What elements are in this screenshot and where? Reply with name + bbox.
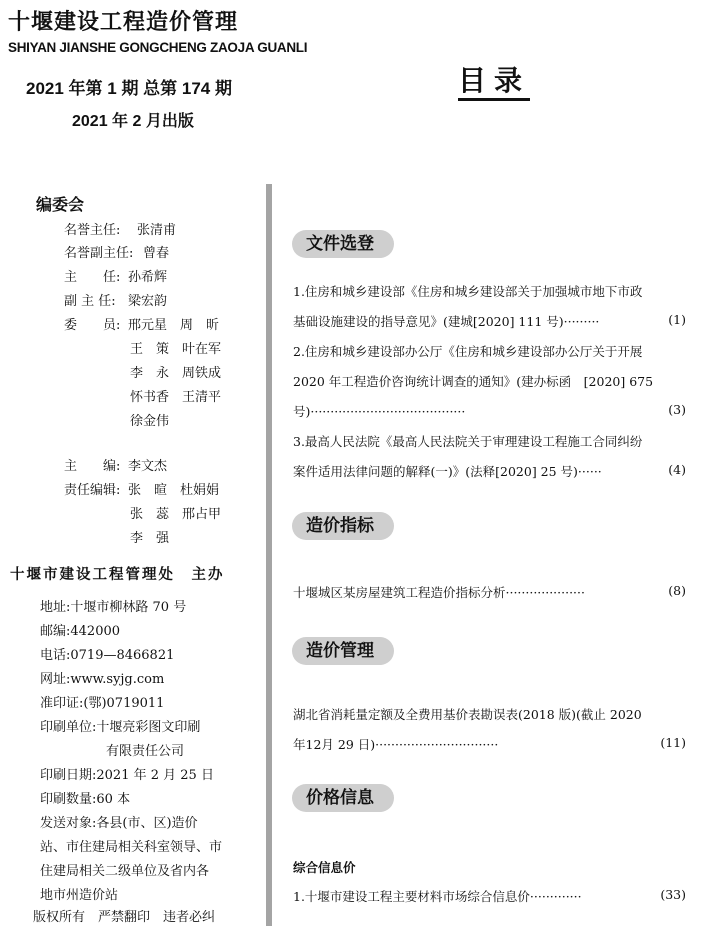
issue-number: 2021 年第 1 期 总第 174 期 [26, 79, 232, 98]
info-value: (鄂)0719011 [83, 696, 165, 711]
info-label: 印刷单位: [40, 720, 97, 735]
toc-title: 目录 [458, 64, 530, 101]
board-member: 王 策 叶在军 [130, 342, 222, 357]
toc-entry-line[interactable]: 号)······································· [293, 404, 466, 419]
board-role-label: 委 员: [64, 318, 121, 333]
board-member: 梁宏韵 [128, 294, 168, 309]
info-line [40, 692, 164, 711]
info-label: 印刷日期: [40, 768, 97, 783]
board-role-label: 名誉主任: [64, 223, 121, 238]
toc-entry-line[interactable]: 3.最高人民法院《最高人民法院关于审理建设工程施工合同纠纷 [293, 434, 643, 449]
info-value: 2021 年 2 月 25 日 [96, 768, 214, 783]
info-label: 电话: [40, 648, 71, 663]
toc-entry-line[interactable]: 1.十堰市建设工程主要材料市场综合信息价············· [293, 889, 582, 904]
board-role-label: 名誉副主任: [64, 246, 134, 261]
info-value: 地市州造价站 [40, 888, 119, 903]
masthead-title-en: SHIYAN JIANSHE GONGCHENG ZAOJA GUANLI [8, 40, 308, 55]
info-value: 站、市住建局相关科室领导、市 [40, 840, 223, 855]
column-divider [266, 184, 272, 926]
info-line [40, 644, 174, 663]
section-title-documents: 文件选登 [292, 230, 394, 258]
editorial-board-heading: 编委会 [36, 197, 85, 214]
info-line [40, 836, 222, 855]
info-line [40, 788, 130, 807]
info-line [40, 716, 200, 735]
board-member: 李 强 [130, 531, 170, 546]
subsection-heading: 综合信息价 [293, 861, 356, 875]
toc-entry-line[interactable]: 十堰城区某房屋建筑工程造价指标分析···················· [293, 585, 585, 600]
info-line [40, 860, 209, 879]
copyright-notice: 版权所有 严禁翻印 违者必纠 [33, 910, 216, 925]
section-title-cost-management: 造价管理 [292, 637, 394, 665]
info-line [40, 668, 164, 687]
board-role-label: 责任编辑: [64, 483, 121, 498]
info-value: 十堰亮彩图文印刷 [96, 720, 201, 735]
website-link[interactable]: www.syjg.com [70, 672, 165, 687]
info-label: 发送对象: [40, 816, 97, 831]
toc-page-number: (8) [668, 583, 686, 598]
toc-page-number: (1) [668, 312, 686, 327]
board-role-label: 副 主 任: [64, 294, 116, 309]
toc-page-number: (4) [668, 462, 686, 477]
info-value: 有限责任公司 [106, 744, 185, 759]
masthead-title-cn: 十堰建设工程造价管理 [8, 9, 239, 35]
info-line [40, 884, 118, 903]
board-member: 李 永 周铁成 [130, 366, 222, 381]
info-label: 准印证: [40, 696, 84, 711]
info-line [40, 764, 214, 783]
board-member: 曾春 [143, 246, 170, 261]
sponsor-line: 十堰市建设工程管理处 主办 [10, 566, 225, 583]
info-label: 地址: [40, 600, 71, 615]
info-value: 住建局相关二级单位及省内各 [40, 864, 210, 879]
toc-entry-line[interactable]: 2020 年工程造价咨询统计调查的通知》(建办标函 [2020] 675 [293, 374, 654, 389]
board-member: 张 暄 杜娟娟 [128, 483, 220, 498]
board-member: 李文杰 [128, 459, 168, 474]
section-title-price-info: 价格信息 [292, 784, 394, 812]
info-line [40, 596, 186, 615]
info-value: 各县(市、区)造价 [96, 816, 198, 831]
info-label: 邮编: [40, 624, 71, 639]
section-title-cost-index: 造价指标 [292, 512, 394, 540]
board-member: 徐金伟 [130, 414, 170, 429]
info-value: 十堰市柳林路 70 号 [70, 600, 187, 615]
board-member: 怀书香 王清平 [130, 390, 222, 405]
board-role-label: 主 编: [64, 459, 121, 474]
info-value: 60 本 [96, 792, 131, 807]
info-line [40, 620, 120, 639]
toc-page-number: (33) [660, 887, 686, 902]
toc-entry-line[interactable]: 基础设施建设的指导意见》(建城[2020] 111 号)········· [293, 314, 600, 329]
board-member: 张清甫 [137, 223, 177, 238]
info-line [40, 812, 198, 831]
publication-date: 2021 年 2 月出版 [72, 113, 194, 130]
toc-entry-line[interactable]: 案件适用法律问题的解释(一)》(法释[2020] 25 号)······ [293, 464, 602, 479]
board-role-label: 主 任: [64, 270, 121, 285]
board-member: 邢元星 周 昕 [128, 318, 220, 333]
toc-entry-line[interactable]: 湖北省消耗量定额及全费用基价表勘误表(2018 版)(截止 2020 [293, 707, 642, 722]
toc-entry-line[interactable]: 2.住房和城乡建设部办公厅《住房和城乡建设部办公厅关于开展 [293, 344, 643, 359]
info-value: 442000 [70, 624, 121, 639]
toc-page-number: (11) [660, 735, 686, 750]
info-label: 印刷数量: [40, 792, 97, 807]
board-member: 张 蕊 邢占甲 [130, 507, 222, 522]
info-line [106, 740, 184, 759]
toc-entry-line[interactable]: 1.住房和城乡建设部《住房和城乡建设部关于加强城市地下市政 [293, 284, 643, 299]
info-label: 网址: [40, 672, 71, 687]
info-value: 0719—8466821 [70, 648, 175, 663]
board-member: 孙希辉 [128, 270, 168, 285]
toc-entry-line[interactable]: 年12月 29 日)······························· [293, 737, 499, 752]
toc-page-number: (3) [668, 402, 686, 417]
